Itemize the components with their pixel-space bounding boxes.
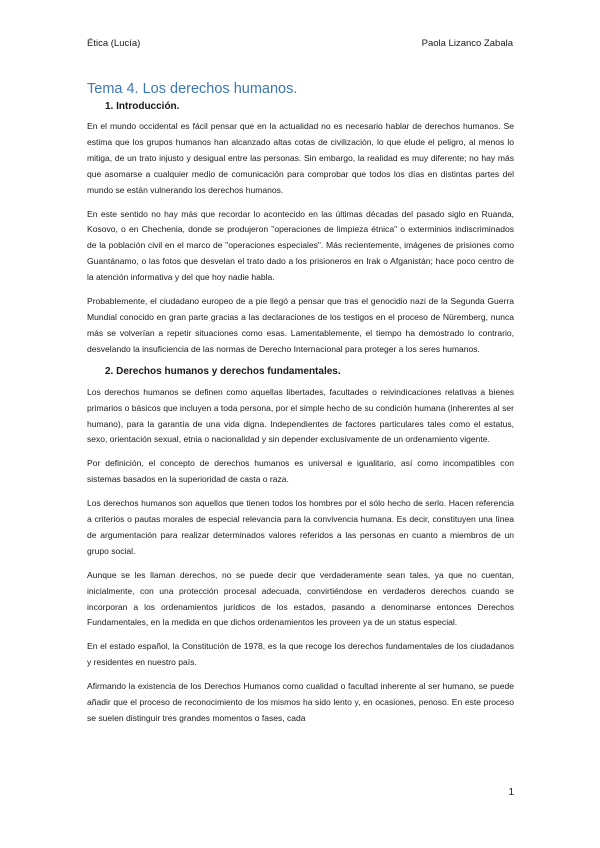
page-number: 1 <box>508 787 514 798</box>
paragraph: Los derechos humanos se definen como aquellas libertades, facultades o reivindicaciones relativas a bienes primarios o básicos que incluyen a toda persona, por el simple hecho de su condición humana (inherentes al ser humano), para la garantía de una vida digna. Independientes de factores particulares tales como el estatus, sexo, orientación sexual, etnia o nacionalidad y sin depender exclusivamente de un ordenamiento vigente. <box>87 386 514 445</box>
paragraph: Aunque se les llaman derechos, no se puede decir que verdaderamente sean tales, ya que no cuentan, inicialmente, con una protección procesal adecuada, convirtiéndose en verdaderos derechos cuando se incorporan a los ordenamientos jurídicos de los estados, pasando a denominarse entonces Derechos Fundamentales, en la medida en que dichos ordenamientos les proveen ya de un status especial. <box>87 569 514 628</box>
paragraph: Los derechos humanos son aquellos que tienen todos los hombres por el sólo hecho de serlo. Hacen referencia a criterios o pautas morales de especial relevancia para la convivencia humana. Es decir, constituyen una línea de argumentación para realizar determinados valores referidos a las personas en cuanto a miembros de un grupo social. <box>87 498 514 556</box>
paragraph: En el estado español, la Constitución de 1978, es la que recoge los derechos fundamentales de los ciudadanos y residentes en nuestro país. <box>87 641 514 668</box>
section-rights <box>87 366 514 727</box>
paragraph: Por definición, el concepto de derechos humanos es universal e igualitario, así como incompatibles con sistemas basados en la superioridad de casta o raza. <box>87 458 514 485</box>
header-author: Paola Lizanco Zabala <box>421 38 513 49</box>
header-course: Ética (Lucía) <box>87 38 141 49</box>
paragraph: Probablemente, el ciudadano europeo de a pie llegó a pensar que tras el genocidio nazi de la Segunda Guerra Mundial conocido en gran parte gracias a las declaraciones de los testigos en el proceso de Nüremberg, nunca más se volverían a repetir situaciones como esas. Lamentablemente, el tiempo ha demostrado lo contrario, desvelando la insuficiencia de las normas de Derecho Internacional para proteger a los seres humanos. <box>87 296 514 354</box>
paragraph: En este sentido no hay más que recordar lo acontecido en las últimas décadas del pasado siglo en Ruanda, Kosovo, o en Chechenia, donde se produjeron "operaciones de limpieza étnica" o exterminios indiscriminados de la población civil en el marco de "operaciones especiales". Más recientemente, imágenes de prisiones como Guantánamo, o las fotos que desvelan el trato dado a los prisioneros en Irak o Afganistán; hace poco centro de la atención informativa y del que hoy nadie habla. <box>87 208 514 283</box>
document-body <box>87 81 514 735</box>
paragraph: En el mundo occidental es fácil pensar que en la actualidad no es necesario hablar de derechos humanos. Se estima que los grupos humanos han alcanzado altas cotas de civilización, lo que elude el peligro, al menos lo mitiga, de un trato injusto y desigual entre las personas. Sin embargo, la realidad es muy diferente; no hay más que asomarse a cualquier medio de comunicación para comprobar que todos los días en distintas partes del mundo se están vulnerando los derechos humanos. <box>87 121 514 195</box>
section-heading: 2. Derechos humanos y derechos fundamentales. <box>105 365 341 377</box>
page-title: Tema 4. Los derechos humanos. <box>87 81 298 97</box>
section-heading: 1. Introducción. <box>105 101 180 112</box>
section-introduction <box>87 101 514 358</box>
paragraph: Afirmando la existencia de los Derechos Humanos como cualidad o facultad inherente al ser humano, se puede añadir que el proceso de reconocimiento de los mismos ha sido lento y, en ocasiones, penoso. En este proceso se suelen distinguir tres grandes momentos o fases, cada <box>87 681 514 723</box>
